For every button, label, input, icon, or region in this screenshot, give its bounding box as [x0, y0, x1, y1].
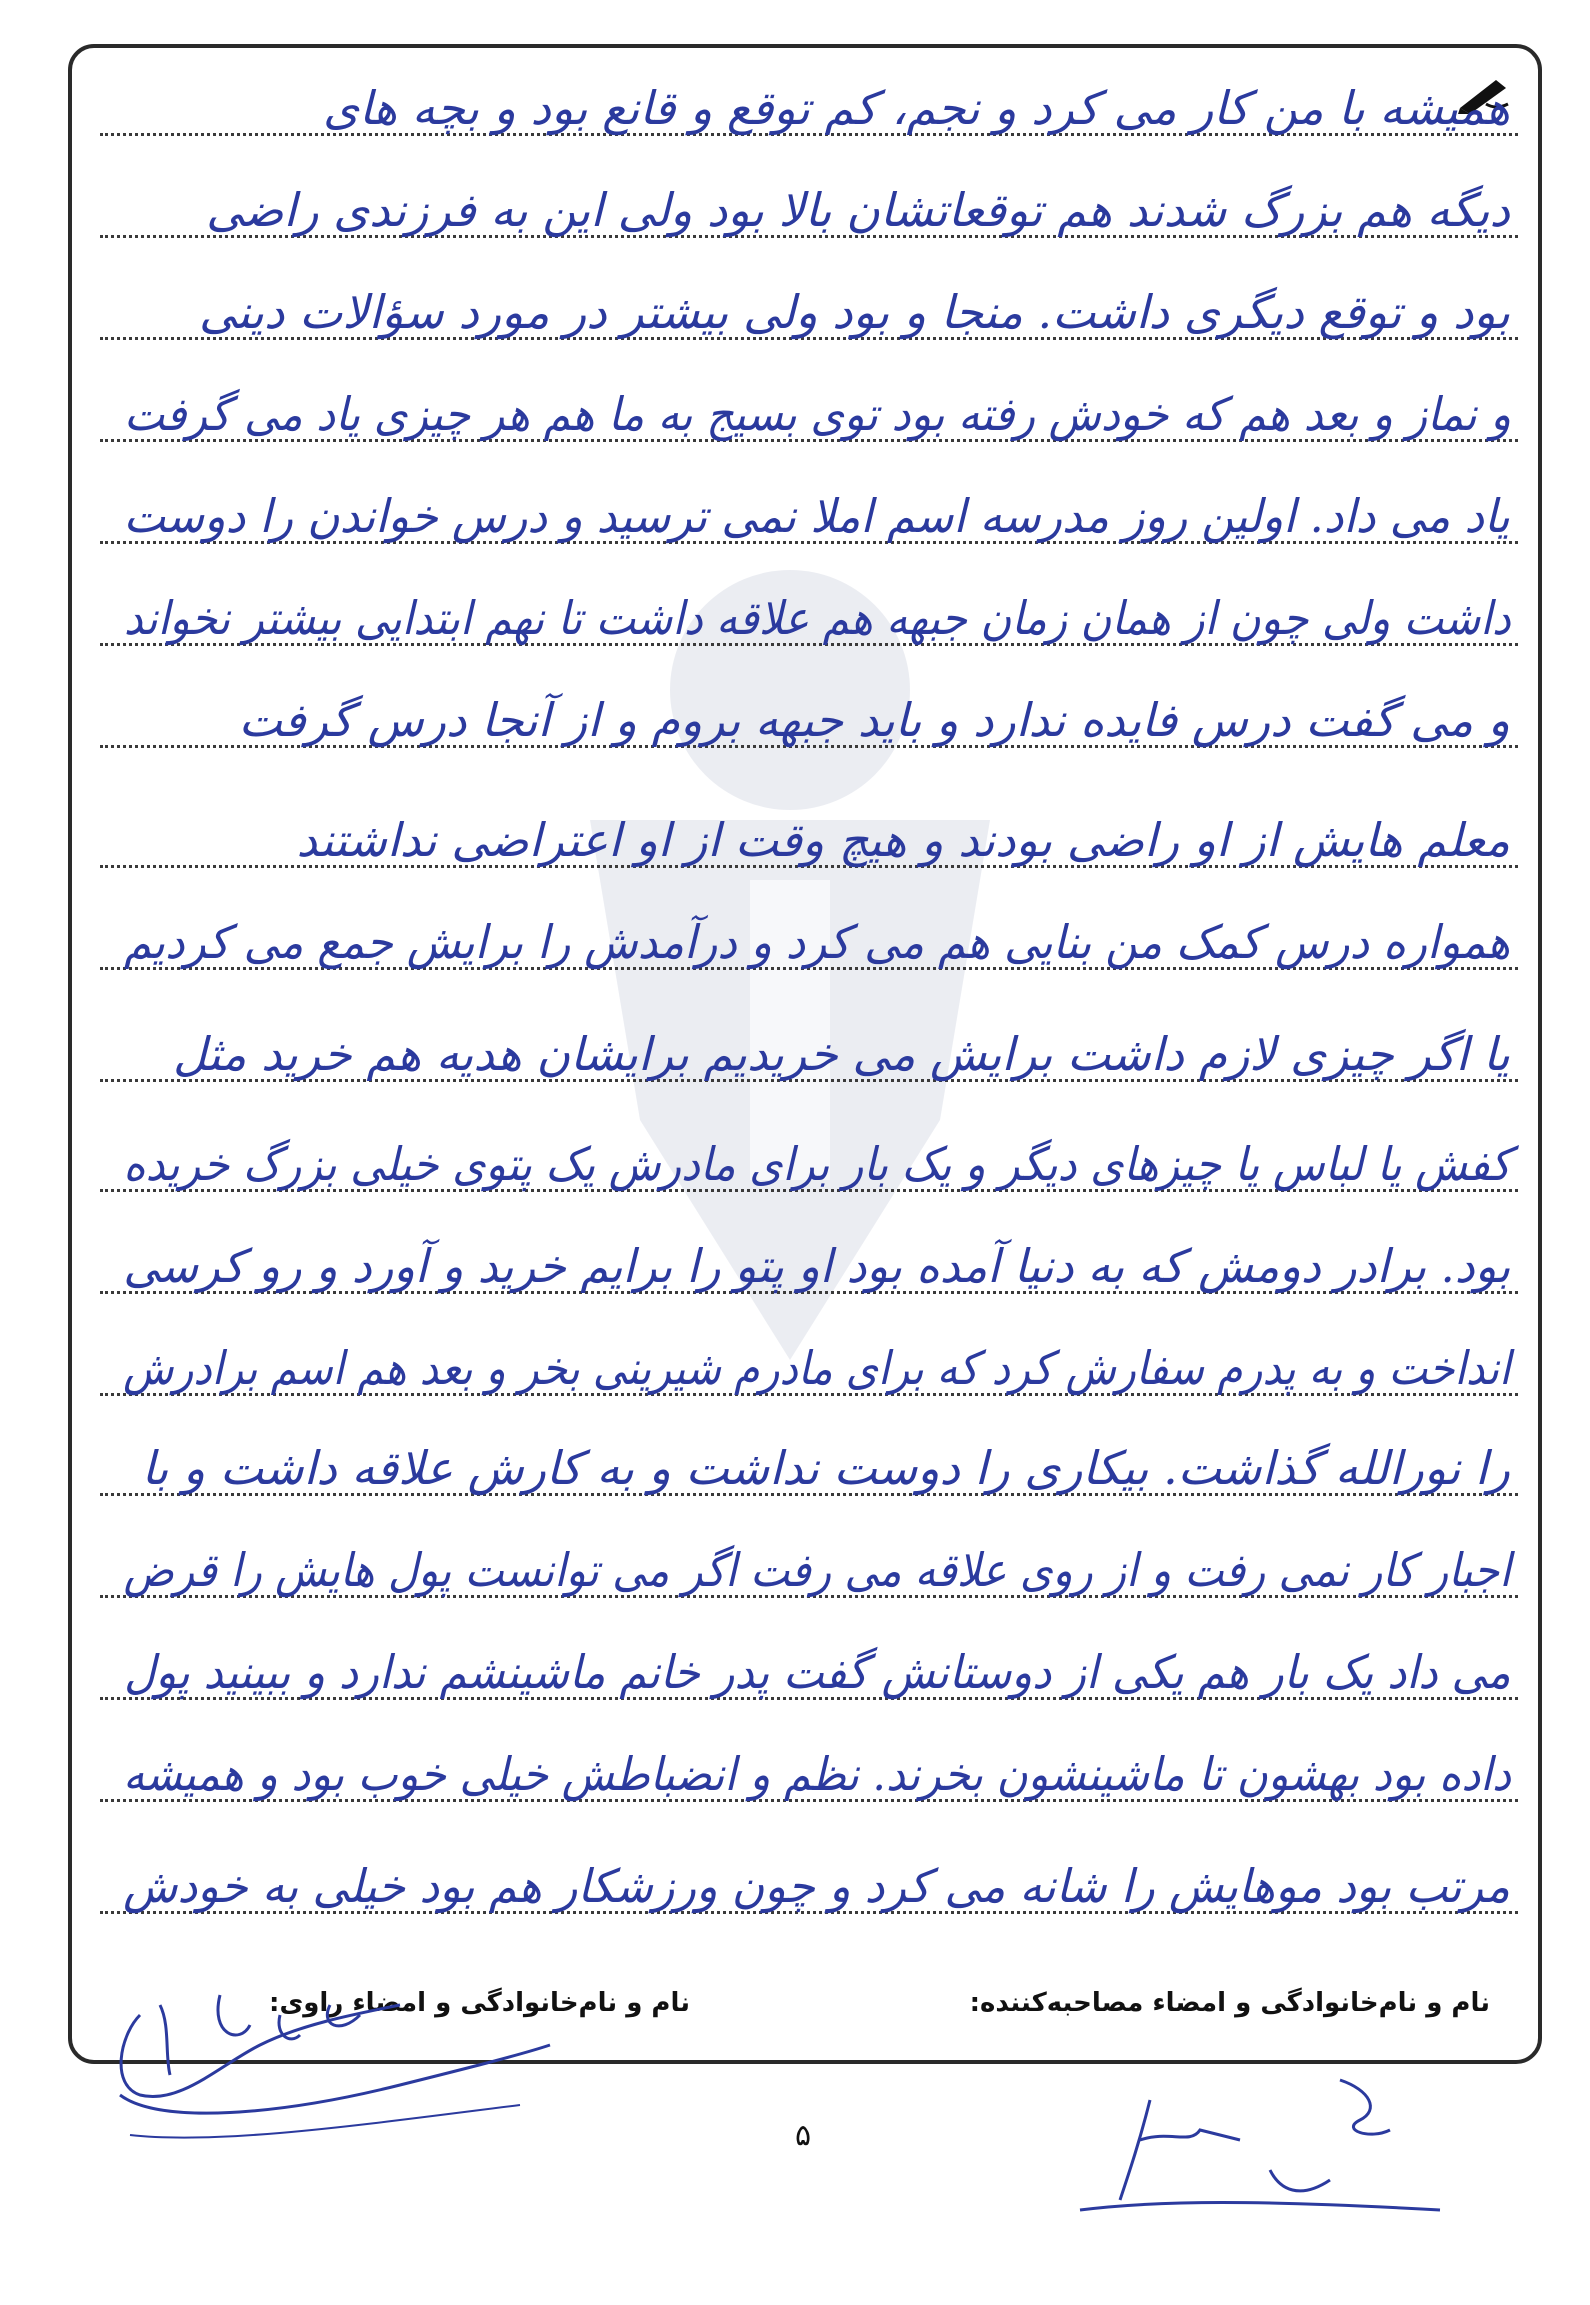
narrator-signature-label: نام و نام‌خانوادگی و امضاء راوی:	[269, 1988, 690, 2018]
line-text: بود و توقع دیگری داشت. منجا و بود ولی بیشتر در مورد سؤالات دینی	[198, 285, 1510, 339]
text-line	[100, 260, 1518, 340]
line-text: می داد یک بار هم یکی از دوستانش گفت پدر خانم ماشینشم ندارد و ببینید پول	[123, 1645, 1511, 1699]
line-text: همیشه با من کار می کرد و نجم، کم توقع و قانع بود و بچه های	[322, 81, 1510, 135]
line-text: دیگه هم بزرگ شدند هم توقعاتشان بالا بود ولی این به فرزندی راضی	[206, 183, 1510, 237]
line-text: کفش یا لباس یا چیزهای دیگر و یک بار برای مادرش یک پتوی خیلی بزرگ خریده	[123, 1137, 1511, 1191]
text-line	[100, 1620, 1518, 1700]
text-line	[100, 1214, 1518, 1294]
line-text: اجبار کار نمی رفت و از روی علاقه می رفت اگر می توانست پول هایش را قرض	[123, 1543, 1511, 1597]
text-line	[100, 1316, 1518, 1396]
line-text: داده بود بهشون تا ماشینشون بخرند. نظم و انضباطش خیلی خوب بود و همیشه	[122, 1747, 1511, 1801]
page-number: ۵	[795, 2118, 812, 2153]
interviewer-signature	[1040, 2060, 1460, 2240]
line-text: مرتب بود موهایش را شانه می کرد و چون ورزشکار هم بود خیلی به خودش	[123, 1859, 1511, 1913]
text-line	[100, 56, 1518, 136]
handwritten-body	[100, 0, 1518, 2305]
line-text: همواره درس کمک من بنایی هم می کرد و درآمدش را برایش جمع می کردیم	[124, 915, 1511, 969]
line-text: بود. برادر دومش که به دنیا آمده بود او پتو را برایم خرید و آورد و رو کرسی	[123, 1239, 1511, 1293]
line-text: داشت ولی چون از همان زمان جبهه هم علاقه داشت تا نهم ابتدایی بیشتر نخواند	[123, 591, 1511, 645]
line-text: یا اگر چیزی لازم داشت برایش می خریدیم برایشان هدیه هم خرید مثل	[173, 1027, 1510, 1081]
text-line	[100, 1002, 1518, 1082]
narrator-signature	[100, 1975, 560, 2175]
line-text: و می گفت درس فایده ندارد و باید جبهه بروم و از آنجا درس گرفت	[238, 693, 1510, 747]
text-line	[100, 158, 1518, 238]
line-text: را نورالله گذاشت. بیکاری را دوست نداشت و به کارش علاقه داشت و با	[141, 1441, 1510, 1495]
text-line	[100, 1834, 1518, 1914]
text-line	[100, 1112, 1518, 1192]
interviewer-signature-label: نام و نام‌خانوادگی و امضاء مصاحبه‌کننده:	[969, 1988, 1490, 2018]
text-line	[100, 362, 1518, 442]
line-text: انداخت و به پدرم سفارش کرد که برای مادرم شیرینی بخر و بعد هم اسم برادرش	[123, 1341, 1511, 1395]
text-line	[100, 668, 1518, 748]
line-text: یاد می داد. اولین روز مدرسه اسم املا نمی ترسید و درس خواندن را دوست	[123, 489, 1511, 543]
text-line	[100, 464, 1518, 544]
text-line	[100, 890, 1518, 970]
text-line	[100, 1518, 1518, 1598]
line-text: و نماز و بعد هم که خودش رفته بود توی بسیج به ما هم هر چیزی یاد می گرفت	[123, 387, 1511, 441]
line-text: معلم هایش از او راضی بودند و هیچ وقت از او اعتراضی نداشتند	[296, 813, 1510, 867]
text-line	[100, 788, 1518, 868]
text-line	[100, 1722, 1518, 1802]
text-line	[100, 566, 1518, 646]
text-line	[100, 1416, 1518, 1496]
